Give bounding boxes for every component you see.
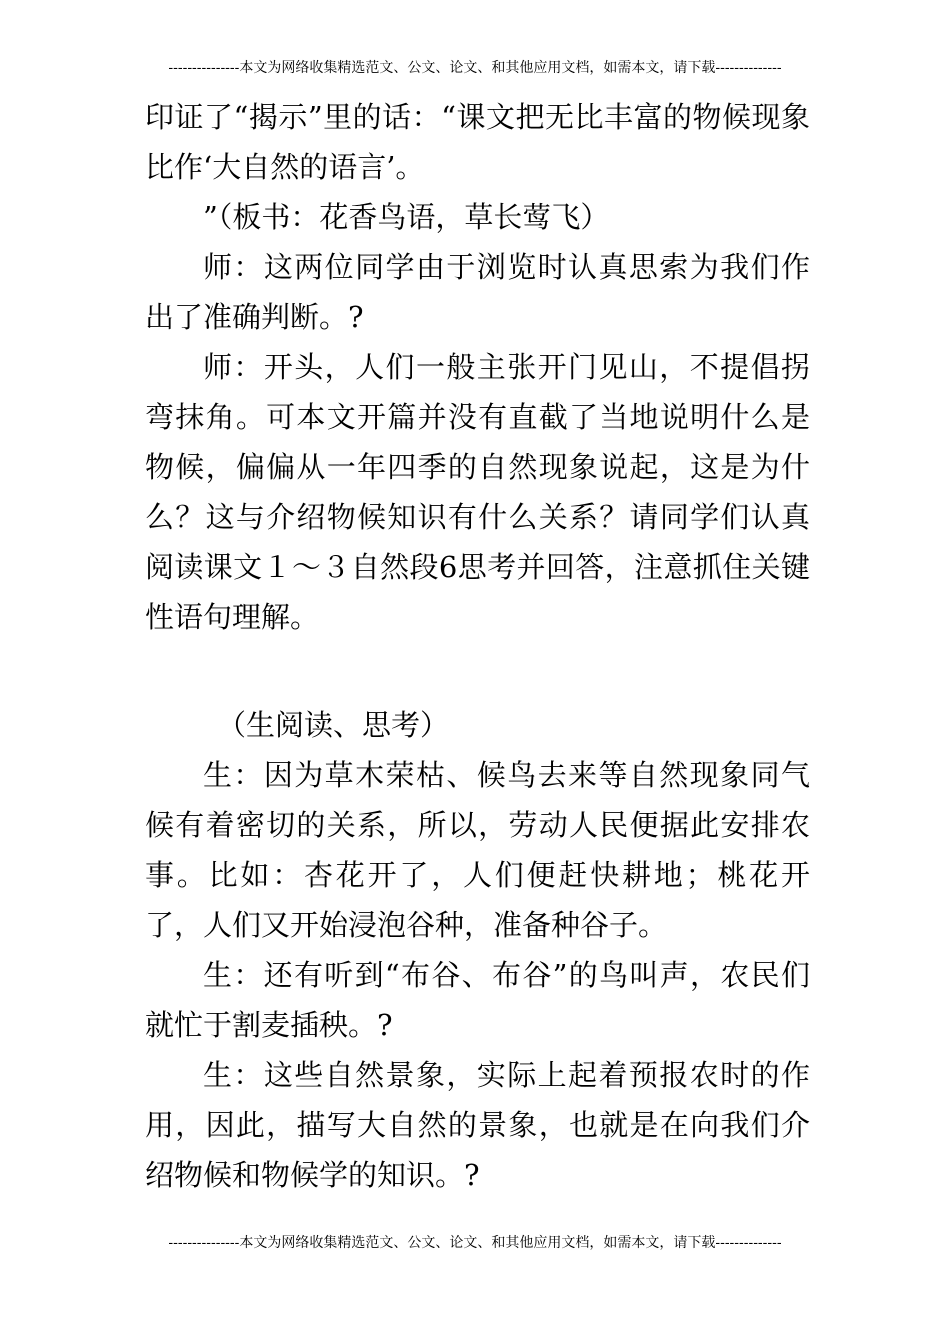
paragraph-5: （生阅读、思考） bbox=[217, 708, 450, 742]
paragraph-4: 师：开头，人们一般主张开门见山，不提倡拐弯抹角。可本文开篇并没有直截了当地说明什么是物候，偏偏从一年四季的自然现象说起，这是为什么？这与介绍物候知识有什么关系？请同学们认真阅读课文１～３自然段6思考并回答，注意抓住关键性语句理解。 bbox=[145, 350, 810, 634]
paragraph-6: 生：因为草木荣枯、候鸟去来等自然现象同气候有着密切的关系，所以，劳动人民便据此安排农事。比如：杏花开了，人们便赶快耕地；桃花开了，人们又开始浸泡谷种，准备种谷子。 bbox=[145, 758, 810, 942]
paragraph-2: ”（板书：花香鸟语，草长莺飞） bbox=[203, 200, 610, 234]
header-banner: ---------------本文为网络收集精选范文、公文、论文、和其他应用文档，如需本文，请下载-------------- bbox=[168, 60, 782, 76]
paragraph-8: 生：这些自然景象，实际上起着预报农时的作用，因此，描写大自然的景象，也就是在向我们介绍物候和物候学的知识。? bbox=[145, 1058, 810, 1192]
paragraph-gap bbox=[145, 642, 810, 692]
document-body bbox=[145, 92, 810, 1200]
footer-banner: ---------------本文为网络收集精选范文、公文、论文、和其他应用文档，如需本文，请下载-------------- bbox=[168, 1235, 782, 1251]
paragraph-1: 印证了“揭示”里的话：“课文把无比丰富的物候现象比作‘大自然的语言’。 bbox=[145, 100, 810, 184]
paragraph-3: 师：这两位同学由于浏览时认真思索为我们作出了准确判断。? bbox=[145, 250, 810, 334]
paragraph-7: 生：还有听到“布谷、布谷”的鸟叫声，农民们就忙于割麦插秧。? bbox=[145, 958, 810, 1042]
